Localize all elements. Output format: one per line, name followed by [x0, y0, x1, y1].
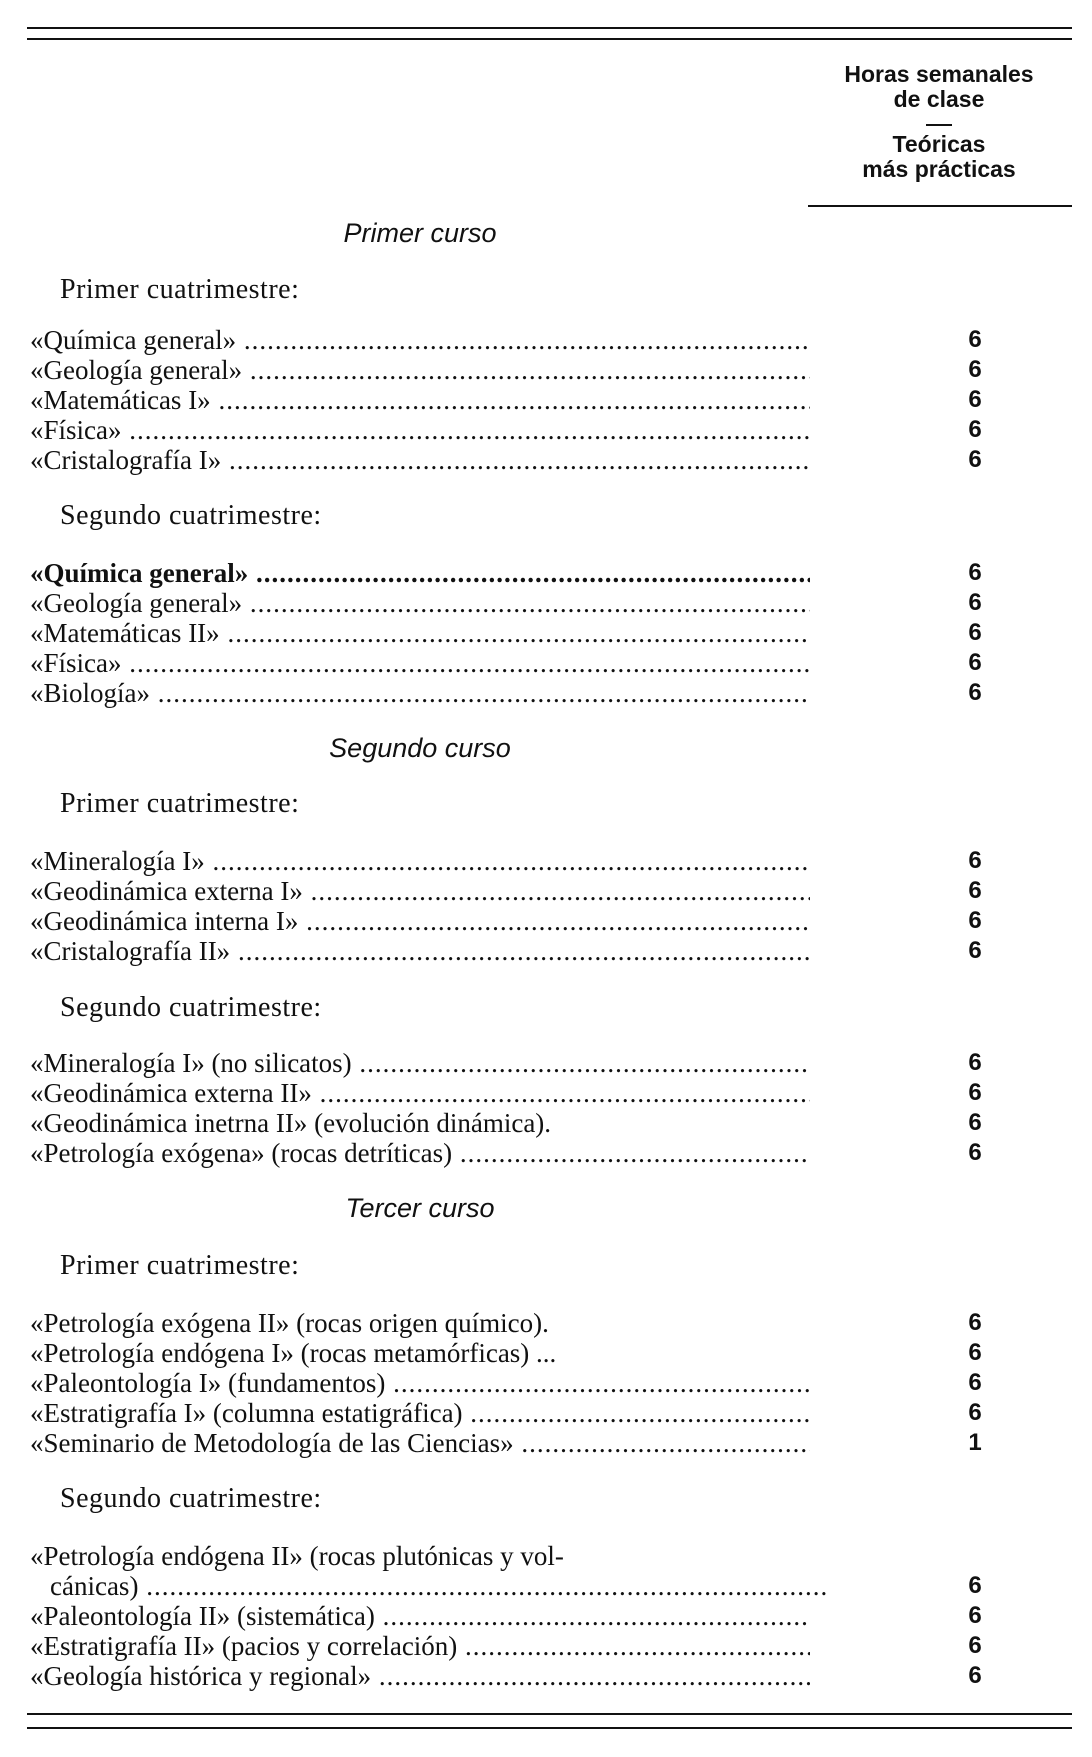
subject-name: «Física» .....: [30, 648, 810, 678]
subject-name: «Seminario de Metodología de las Ciencias» .....: [30, 1428, 810, 1458]
subject-hours: 6: [968, 1079, 982, 1106]
subject-name: «Química general» .....: [30, 558, 810, 588]
header-line-2: de clase: [893, 86, 985, 112]
subject-name: «Mineralogía I» .....: [30, 846, 810, 876]
subject-row: [30, 415, 1075, 445]
subject-hours: 6: [968, 1662, 982, 1689]
subject-name: «Geodinámica externa I» .....: [30, 876, 810, 906]
subject-hours: 6: [968, 1399, 982, 1426]
subject-name: «Matemáticas II» .....: [30, 618, 810, 648]
subject-name: «Geodinámica inetrna II» (evolución dinámica).: [30, 1108, 552, 1138]
subject-name: «Petrología exógena II» (rocas origen químico).: [30, 1308, 549, 1338]
subject-hours: 6: [968, 446, 982, 473]
term-label: Segundo cuatrimestre:: [60, 500, 322, 531]
subject-name: «Biología» .....: [30, 678, 810, 708]
subject-name: «Paleontología II» (sistemática) .....: [30, 1601, 810, 1631]
subject-row: [30, 1078, 1075, 1108]
subject-row: [30, 1108, 1075, 1138]
subject-row: [30, 1308, 1075, 1338]
subject-hours: 6: [968, 326, 982, 353]
subject-hours: 6: [968, 1049, 982, 1076]
bottom-rule-2: [27, 1727, 1072, 1729]
subject-row: [30, 325, 1075, 355]
subject-hours: 6: [968, 1602, 982, 1629]
subject-row: [30, 1541, 1075, 1571]
subject-name: «Geodinámica externa II» .....: [30, 1078, 810, 1108]
subject-name: «Petrología exógena» (rocas detríticas) .....: [30, 1138, 810, 1168]
subject-row: [30, 846, 1075, 876]
subject-row: [30, 1428, 1075, 1458]
course-title: Segundo curso: [329, 733, 511, 763]
subject-name: «Paleontología I» (fundamentos) .....: [30, 1368, 810, 1398]
subject-name: «Geodinámica interna I» .....: [30, 906, 810, 936]
subject-name: «Física» .....: [30, 415, 810, 445]
term-label: Primer cuatrimestre:: [60, 274, 300, 305]
top-rule-2: [27, 38, 1072, 40]
subject-row: [30, 678, 1075, 708]
subject-hours: 6: [968, 1632, 982, 1659]
subject-row: [30, 906, 1075, 936]
subject-hours: 6: [968, 1109, 982, 1136]
subject-name: «Cristalografía II» .....: [30, 936, 810, 966]
course-title: Primer curso: [343, 218, 497, 248]
subject-row: [30, 1048, 1075, 1078]
subject-name: «Petrología endógena I» (rocas metamórficas) ...: [30, 1338, 557, 1368]
subject-hours: 6: [968, 589, 982, 616]
subject-row: [30, 1571, 1075, 1601]
subject-row: [30, 876, 1075, 906]
subject-name: «Geología general» .....: [30, 355, 810, 385]
header-line-3: Teóricas: [892, 131, 986, 157]
subject-row: [30, 1138, 1075, 1168]
subject-row: [30, 558, 1075, 588]
subject-name: «Estratigrafía I» (columna estatigráfica) .....: [30, 1398, 810, 1428]
subject-row: [30, 1368, 1075, 1398]
header-dash: [926, 124, 952, 126]
subject-hours: 6: [968, 1309, 982, 1336]
subject-hours: 6: [968, 416, 982, 443]
subject-hours: 6: [968, 619, 982, 646]
top-rule-1: [27, 27, 1072, 29]
subject-row: [30, 1601, 1075, 1631]
course-title: Tercer curso: [345, 1193, 495, 1223]
subject-hours: 6: [968, 877, 982, 904]
subject-name: cánicas) .....: [30, 1571, 830, 1601]
subject-row: [30, 1631, 1075, 1661]
subject-name: «Matemáticas I» .....: [30, 385, 810, 415]
header-line-1: Horas semanales: [844, 61, 1034, 87]
subject-row: [30, 445, 1075, 475]
subject-hours: 1: [968, 1429, 982, 1456]
header-line-4: más prácticas: [862, 156, 1016, 182]
subject-hours: 6: [968, 559, 982, 586]
subject-name: «Estratigrafía II» (pacios y correlación) .....: [30, 1631, 810, 1661]
term-label: Primer cuatrimestre:: [60, 1250, 300, 1281]
subject-row: [30, 1338, 1075, 1368]
subject-name: «Mineralogía I» (no silicatos) .....: [30, 1048, 810, 1078]
hours-column-header: [805, 62, 1073, 182]
subject-name: «Geología general» .....: [30, 588, 810, 618]
subject-hours: 6: [968, 679, 982, 706]
subject-hours: 6: [968, 907, 982, 934]
subject-hours: 6: [968, 386, 982, 413]
subject-hours: 6: [968, 937, 982, 964]
subject-hours: 6: [968, 356, 982, 383]
subject-row: [30, 1661, 1075, 1691]
subject-hours: 6: [968, 847, 982, 874]
term-label: Segundo cuatrimestre:: [60, 1483, 322, 1514]
column-header-rule: [808, 205, 1072, 207]
term-label: Primer cuatrimestre:: [60, 788, 300, 819]
subject-hours: 6: [968, 1369, 982, 1396]
bottom-rule-1: [27, 1713, 1072, 1715]
term-label: Segundo cuatrimestre:: [60, 992, 322, 1023]
subject-hours: 6: [968, 1572, 982, 1599]
subject-row: [30, 1398, 1075, 1428]
subject-row: [30, 618, 1075, 648]
subject-row: [30, 936, 1075, 966]
subject-row: [30, 355, 1075, 385]
subject-name: «Cristalografía I» .....: [30, 445, 810, 475]
subject-row: [30, 648, 1075, 678]
subject-name: «Geología histórica y regional» .....: [30, 1661, 810, 1691]
subject-row: [30, 385, 1075, 415]
subject-hours: 6: [968, 649, 982, 676]
subject-name: «Química general» .....: [30, 325, 810, 355]
subject-hours: 6: [968, 1339, 982, 1366]
subject-row: [30, 588, 1075, 618]
subject-hours: 6: [968, 1139, 982, 1166]
subject-name: «Petrología endógena II» (rocas plutónicas y vol-: [30, 1541, 564, 1571]
